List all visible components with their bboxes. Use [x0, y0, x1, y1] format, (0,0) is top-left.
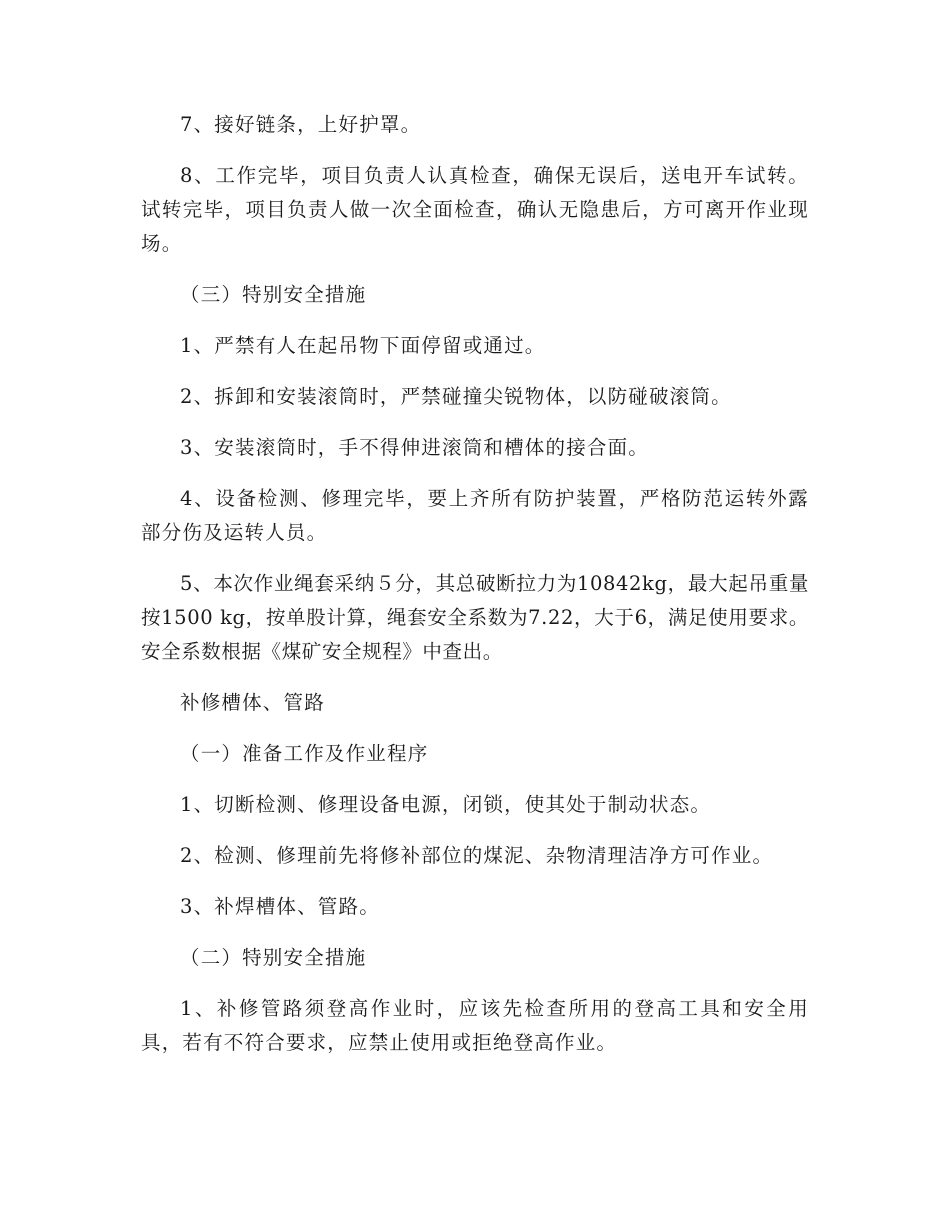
section-heading-special-safety-measures-2: （二）特别安全措施: [180, 946, 367, 969]
section-heading-repair-tank-pipe: 补修槽体、管路: [180, 691, 325, 714]
section-heading-special-safety-measures: （三）特别安全措施: [180, 283, 367, 306]
paragraph-item-7: 7、接好链条，上好护罩。: [180, 113, 422, 136]
paragraph-safety2-1: 1、补修管路须登高作业时，应该先检查所用的登高工具和安全用具，若有不符合要求，应禁止使用或拒绝登高作业。: [141, 997, 809, 1054]
paragraph-safety-1: 1、严禁有人在起吊物下面停留或通过。: [180, 334, 546, 357]
paragraph-safety-2: 2、拆卸和安装滚筒时，严禁碰撞尖锐物体，以防碰破滚筒。: [180, 385, 732, 408]
section-heading-preparation: （一）准备工作及作业程序: [180, 742, 429, 765]
paragraph-safety-3: 3、安装滚筒时，手不得伸进滚筒和槽体的接合面。: [180, 436, 650, 459]
paragraph-item-8: 8、工作完毕，项目负责人认真检查，确保无误后，送电开车试转。试转完毕，项目负责人做一次全面检查，确认无隐患后，方可离开作业现场。: [141, 164, 809, 255]
document-body: [141, 108, 809, 1077]
paragraph-prep-3: 3、补焊槽体、管路。: [180, 895, 380, 918]
paragraph-prep-1: 1、切断检测、修理设备电源，闭锁，使其处于制动状态。: [180, 793, 712, 816]
paragraph-safety-4: 4、设备检测、修理完毕，要上齐所有防护装置，严格防范运转外露部分伤及运转人员。: [141, 487, 809, 544]
paragraph-prep-2: 2、检测、修理前先将修补部位的煤泥、杂物清理洁净方可作业。: [180, 844, 774, 867]
paragraph-safety-5: 5、本次作业绳套采纳５分，其总破断拉力为10842kg，最大起吊重量按1500 kg，按单股计算，绳套安全系数为7.22，大于6，满足使用要求。安全系数根据《煤矿安全规程》中查出。: [141, 572, 809, 663]
